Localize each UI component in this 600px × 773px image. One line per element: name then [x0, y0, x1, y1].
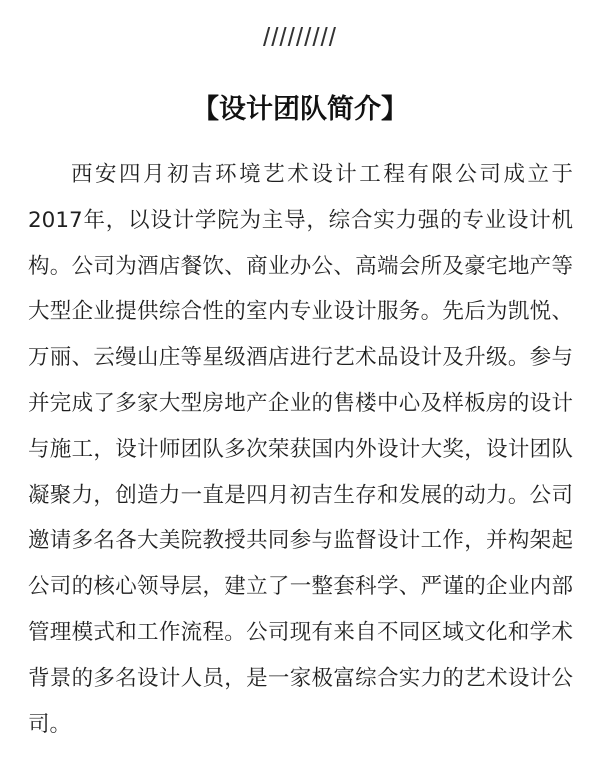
- section-title: 【设计团队简介】: [192, 94, 408, 125]
- company-intro-paragraph: 西安四月初吉环境艺术设计工程有限公司成立于2017年，以设计学院为主导，综合实力强的专业设计机构。公司为酒店餐饮、商业办公、高端会所及豪宅地产等大型企业提供综合性的室内专业设计服务。先后为凯悦、万丽、云缦山庄等星级酒店进行艺术品设计及升级。参与并完成了多家大型房地产企业的售楼中心及样板房的设计与施工，设计师团队多次荣获国内外设计大奖，设计团队凝聚力，创造力一直是四月初吉生存和发展的动力。公司邀请多名各大美院教授共同参与监督设计工作，并构架起公司的核心领导层，建立了一整套科学、严谨的企业内部管理模式和工作流程。公司现有来自不同区域文化和学术背景的多名设计人员，是一家极富综合实力的艺术设计公司。: [28, 162, 573, 737]
- slash-divider: /////////: [262, 22, 337, 52]
